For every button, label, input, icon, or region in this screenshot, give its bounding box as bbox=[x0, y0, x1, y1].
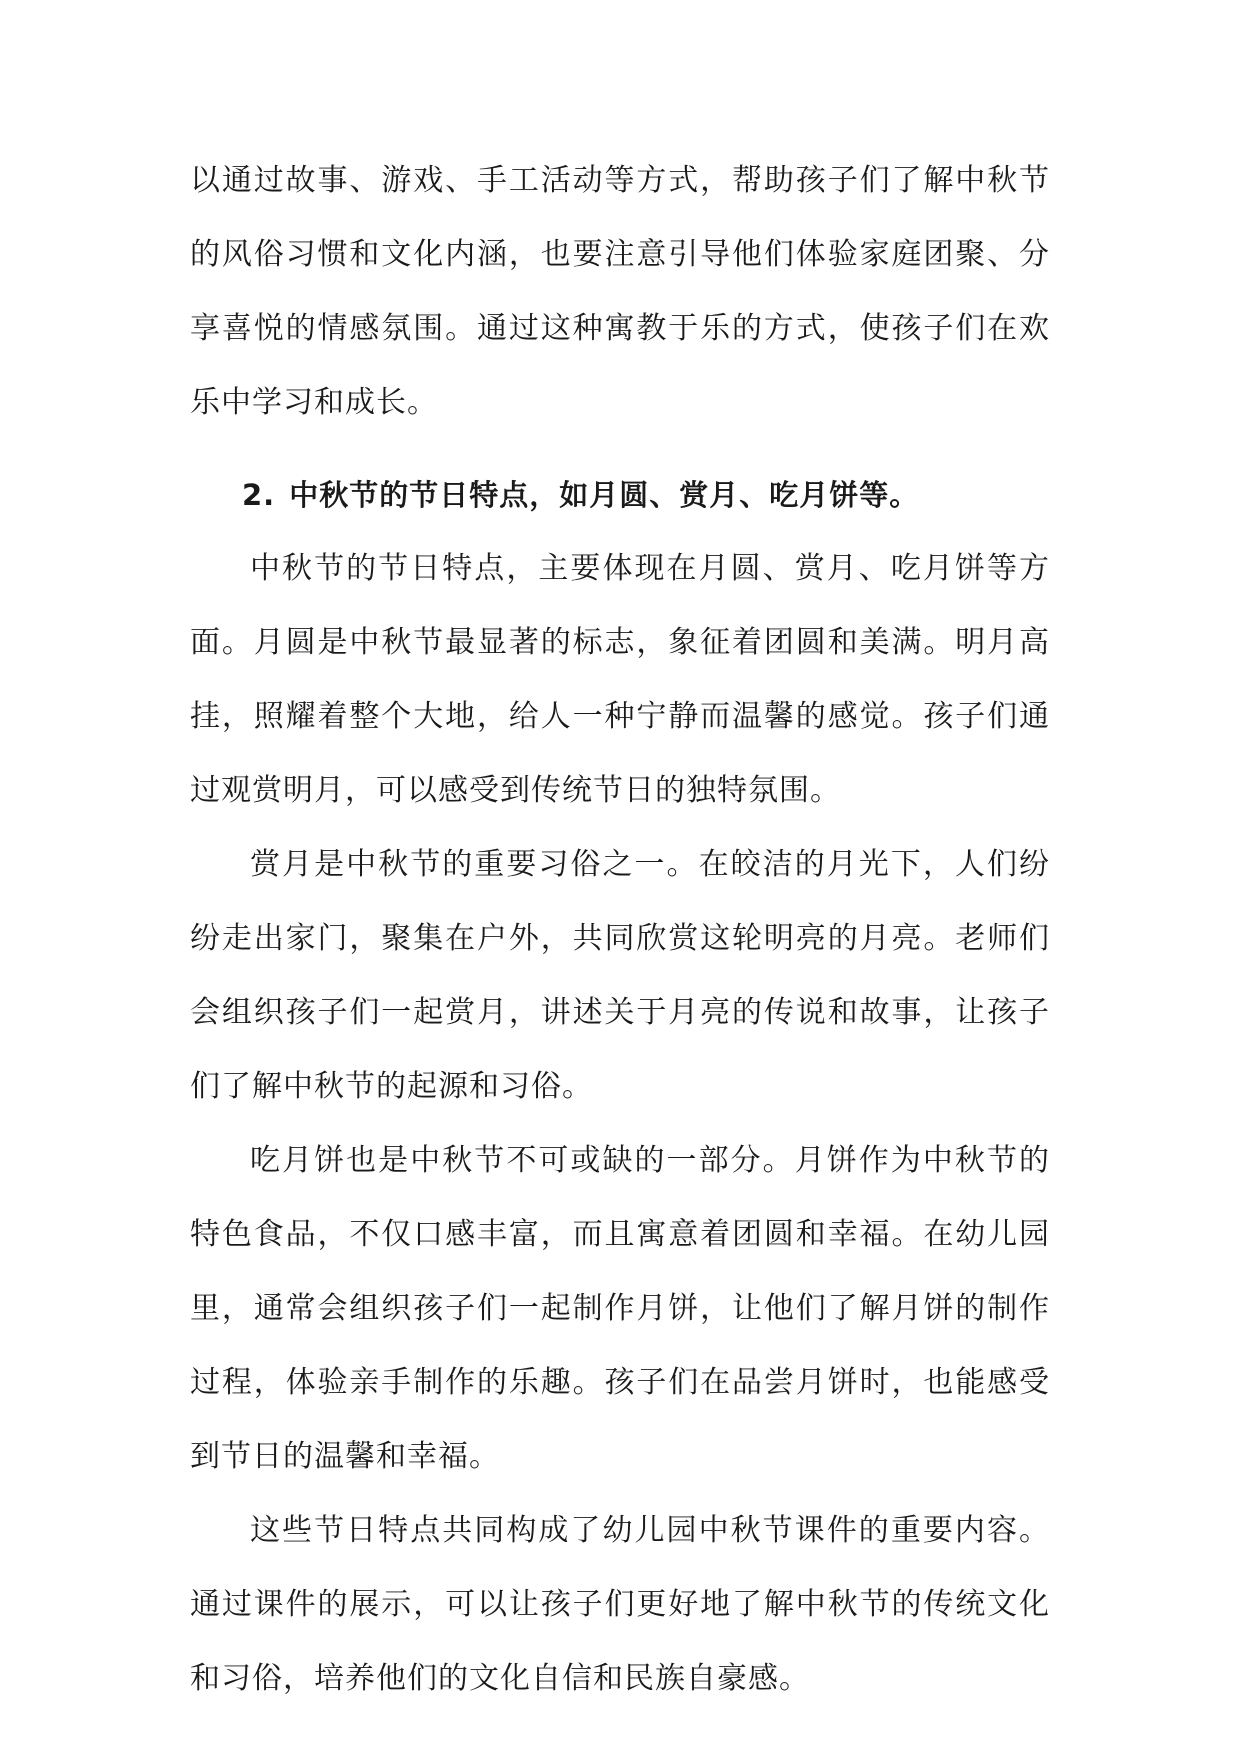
section-title: 中秋节的节日特点，如月圆、赏月、吃月饼等。 bbox=[289, 478, 920, 512]
document-body bbox=[190, 144, 1050, 1716]
paragraph-mooncakes: 吃月饼也是中秋节不可或缺的一部分。月饼作为中秋节的特色食品，不仅口感丰富，而且寓意着团圆和幸福。在幼儿园里，通常会组织孩子们一起制作月饼，让他们了解月饼的制作过程，体验亲手制作的乐趣。孩子们在品尝月饼时，也能感受到节日的温馨和幸福。 bbox=[190, 1143, 1050, 1474]
paragraph-full-moon: 中秋节的节日特点，主要体现在月圆、赏月、吃月饼等方面。月圆是中秋节最显著的标志，象征着团圆和美满。明月高挂，照耀着整个大地，给人一种宁静而温馨的感觉。孩子们通过观赏明月，可以感受到传统节日的独特氛围。 bbox=[190, 551, 1050, 808]
intro-paragraph: 以通过故事、游戏、手工活动等方式，帮助孩子们了解中秋节的风俗习惯和文化内涵，也要注意引导他们体验家庭团聚、分享喜悦的情感氛围。通过这种寓教于乐的方式，使孩子们在欢乐中学习和成长。 bbox=[190, 163, 1050, 420]
section-number: 2. bbox=[242, 478, 276, 512]
paragraph-summary: 这些节日特点共同构成了幼儿园中秋节课件的重要内容。通过课件的展示，可以让孩子们更好地了解中秋节的传统文化和习俗，培养他们的文化自信和民族自豪感。 bbox=[190, 1513, 1050, 1696]
paragraph-moon-viewing: 赏月是中秋节的重要习俗之一。在皎洁的月光下，人们纷纷走出家门，聚集在户外，共同欣赏这轮明亮的月亮。老师们会组织孩子们一起赏月，讲述关于月亮的传说和故事，让孩子们了解中秋节的起源和习俗。 bbox=[190, 847, 1050, 1104]
section-heading bbox=[190, 458, 1050, 532]
